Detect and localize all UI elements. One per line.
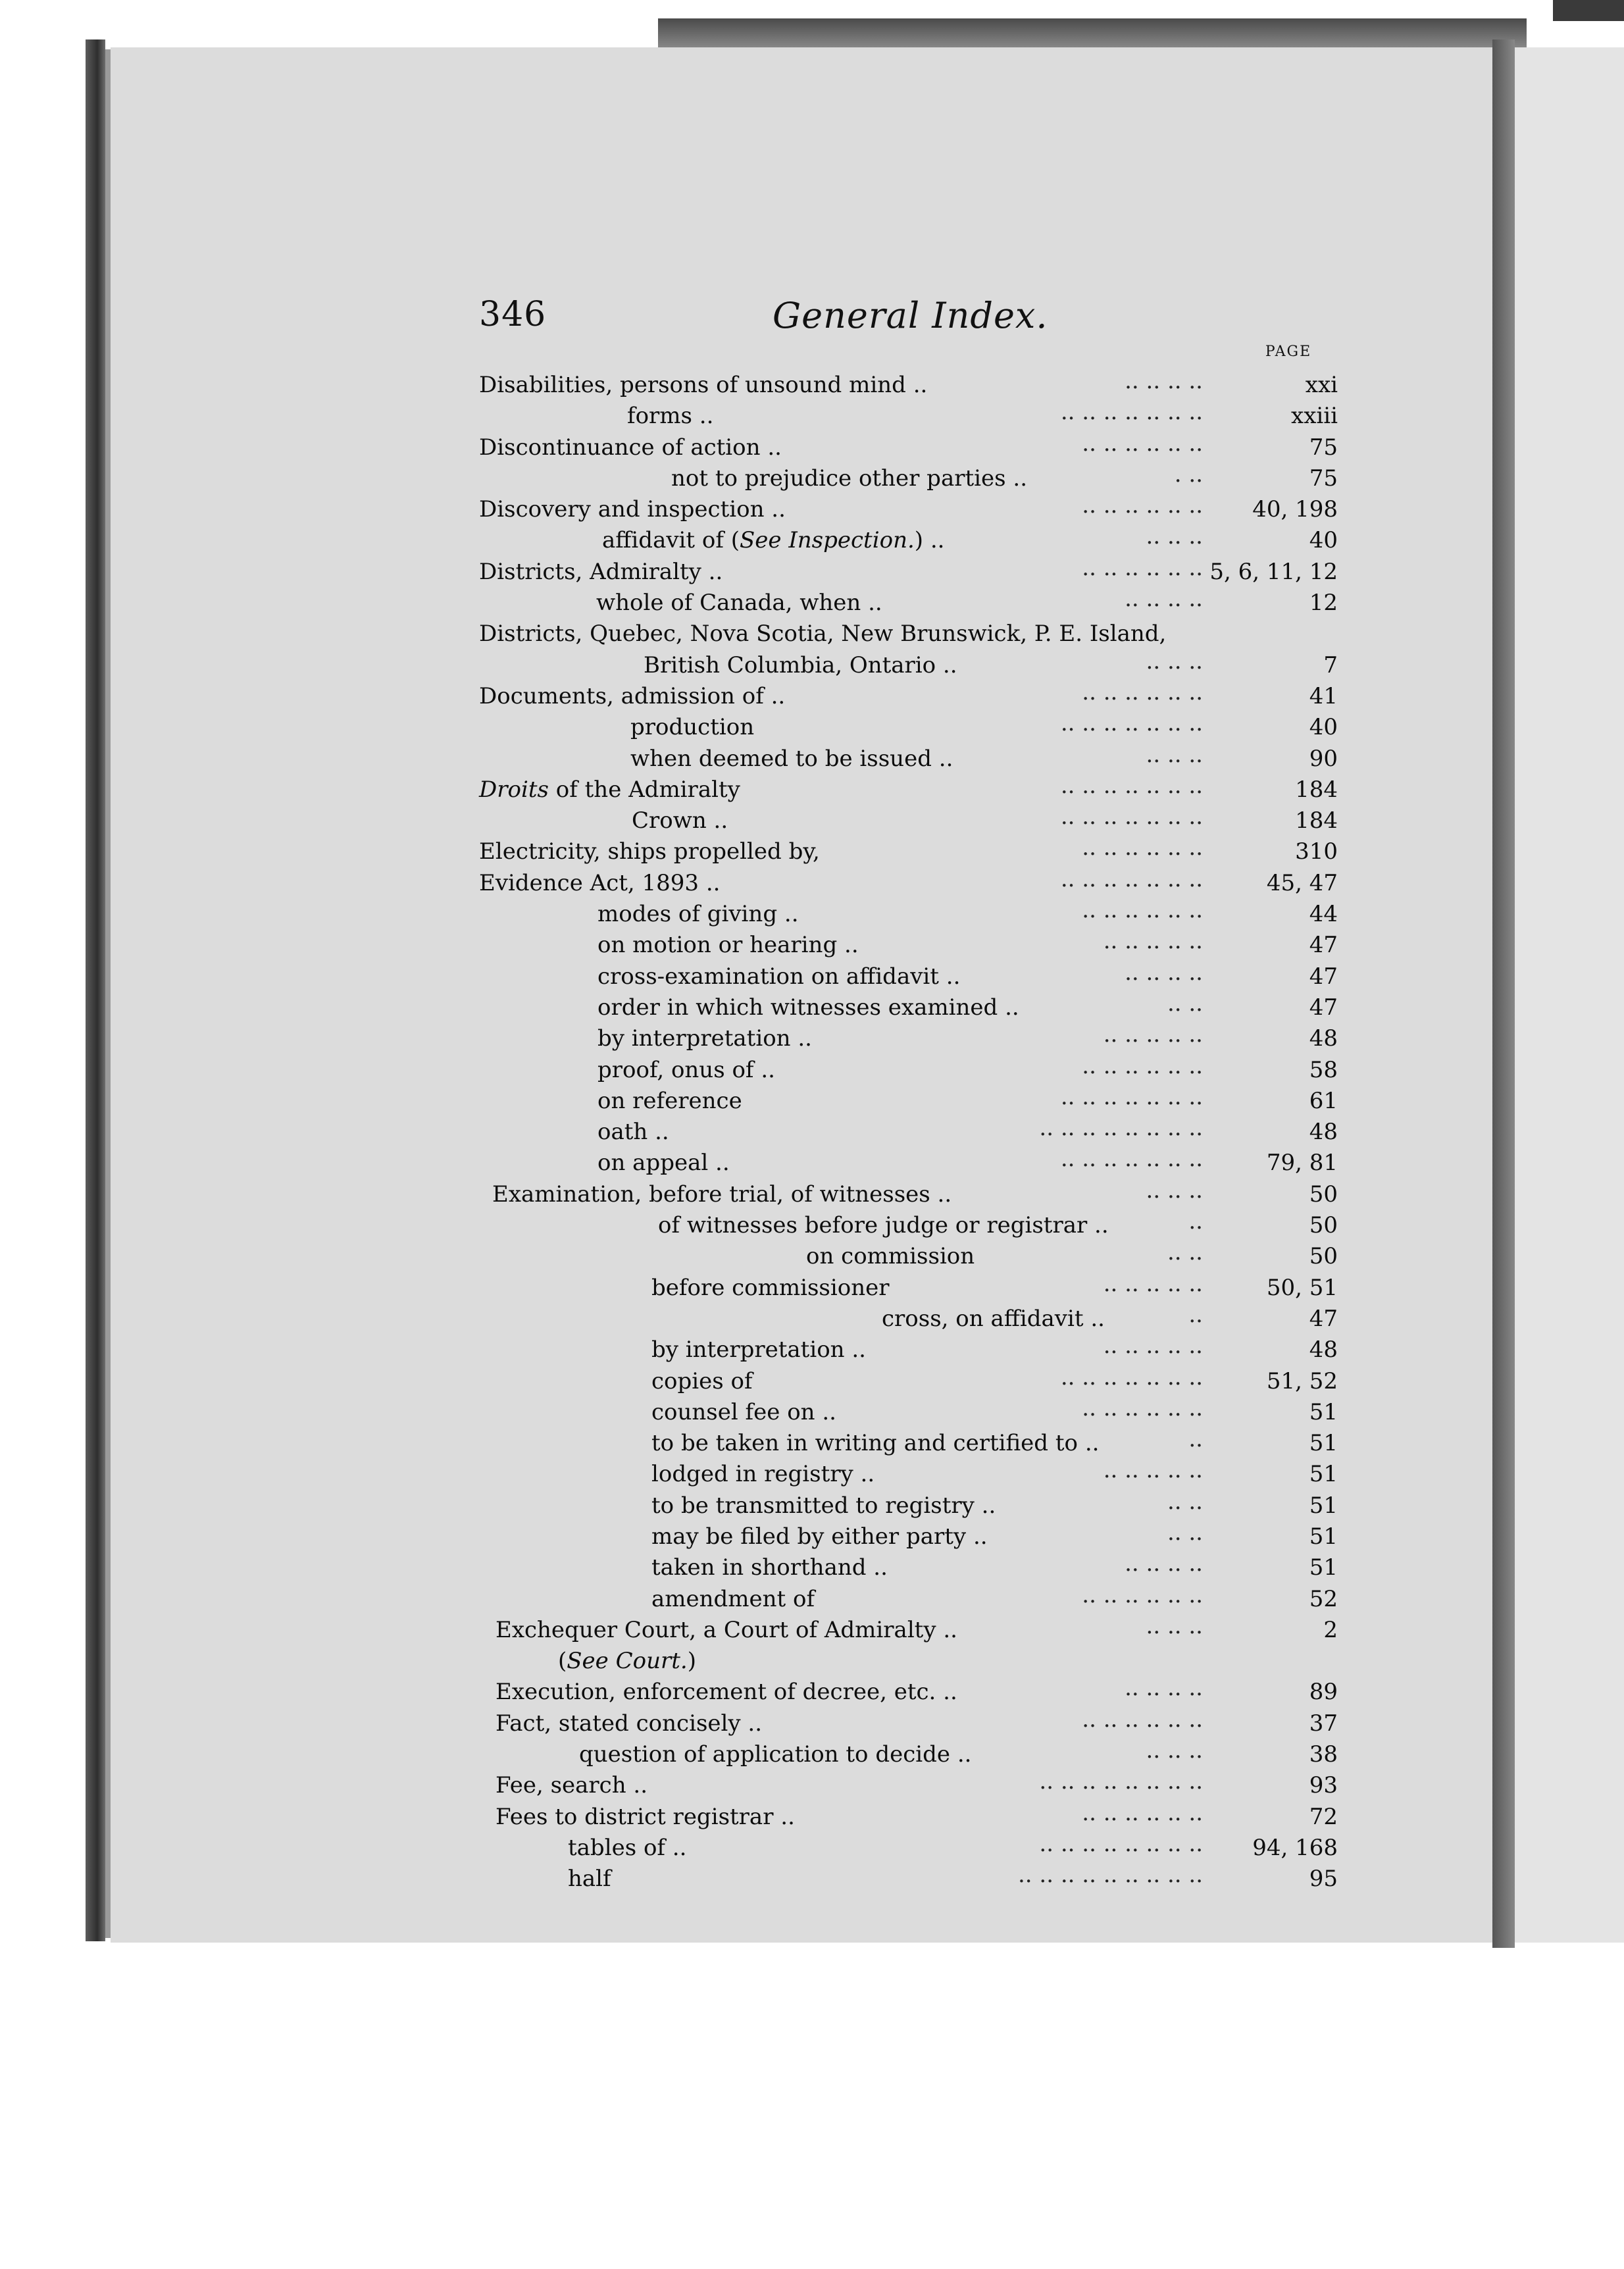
- index-entry-page: xxi: [1305, 372, 1338, 398]
- index-entry-text: Execution, enforcement of decree, etc. ..: [495, 1679, 957, 1706]
- top-edge-shadow: [658, 18, 1527, 50]
- index-entry-text: copies of: [651, 1367, 753, 1394]
- index-entry-text: Droits of the Admiralty: [479, 776, 740, 803]
- index-entry-page: 310: [1295, 838, 1338, 865]
- index-entry: [479, 1426, 1338, 1459]
- dot-leaders: .. ..: [1167, 990, 1203, 1017]
- index-entry-text: before commissioner: [651, 1274, 890, 1301]
- index-entry-text: British Columbia, Ontario ..: [644, 651, 957, 678]
- index-entry-page: 51: [1309, 1430, 1338, 1457]
- dot-leaders: .. .. .. .. ..: [1103, 1021, 1203, 1048]
- index-entry-text: Exchequer Court, a Court of Admiralty ..: [495, 1616, 957, 1643]
- index-entry-text: on motion or hearing ..: [597, 932, 859, 959]
- index-entry-text: production: [630, 714, 755, 741]
- index-entry-page: 79, 81: [1266, 1150, 1338, 1177]
- dot-leaders: .. .. .. .. .. .. .. ..: [1039, 1830, 1203, 1857]
- index-entry: [479, 741, 1338, 775]
- index-entry-page: 5, 6, 11, 12: [1209, 558, 1338, 585]
- index-entry-text: on reference: [597, 1087, 742, 1114]
- index-entry: [479, 1052, 1338, 1086]
- index-entry-page: 41: [1309, 682, 1338, 709]
- index-entry-page: 47: [1309, 994, 1338, 1021]
- dot-leaders: .. .. .. ..: [1125, 1550, 1203, 1577]
- dot-leaders: .. .. .. ..: [1125, 586, 1203, 613]
- dot-leaders: .. .. ..: [1146, 523, 1203, 550]
- index-entry-text: Evidence Act, 1893 ..: [479, 869, 721, 896]
- index-entry: [479, 990, 1338, 1023]
- index-entry-text: question of application to decide ..: [579, 1741, 972, 1768]
- index-entry-text: amendment of: [651, 1585, 815, 1612]
- dot-leaders: .. .. .. .. .. ..: [1082, 1706, 1203, 1733]
- index-entry: [479, 1488, 1338, 1521]
- index-entry-text: modes of giving ..: [597, 901, 799, 928]
- index-entry-page: 38: [1309, 1741, 1338, 1768]
- index-entry-page: 72: [1309, 1803, 1338, 1830]
- dot-leaders: .. .. .. .. .. .. ..: [1060, 865, 1203, 892]
- dot-leaders: .. .. .. .. .. ..: [1082, 1052, 1203, 1079]
- index-entry: [479, 1146, 1338, 1179]
- index-entry-text: Discontinuance of action ..: [479, 434, 782, 461]
- dot-leaders: .. .. .. .. .. .. ..: [1060, 772, 1203, 799]
- index-entries: [479, 368, 1338, 1895]
- dot-leaders: .. .. ..: [1146, 648, 1203, 675]
- index-entry: [479, 1675, 1338, 1708]
- dot-leaders: .. .. .. ..: [1125, 959, 1203, 986]
- index-entry-page: 51: [1309, 1523, 1338, 1550]
- index-entry-page: 90: [1309, 745, 1338, 772]
- index-entry: [479, 803, 1338, 836]
- dot-leaders: .. .. .. .. .. ..: [1082, 430, 1203, 457]
- index-entry-text: by interpretation ..: [597, 1025, 812, 1052]
- index-entry-text: when deemed to be issued ..: [630, 745, 953, 772]
- gutter-shadow: [1492, 39, 1515, 1948]
- dot-leaders: ..: [1188, 1301, 1203, 1328]
- index-entry-page: 75: [1309, 465, 1338, 492]
- dot-leaders: .. .. .. ..: [1125, 1675, 1203, 1702]
- index-entry: [479, 1239, 1338, 1272]
- index-entry: [479, 772, 1338, 805]
- index-entry-text: tables of ..: [568, 1834, 687, 1861]
- dot-leaders: .. .. .. .. .. .. ..: [1060, 399, 1203, 426]
- index-entry-page: 51: [1309, 1461, 1338, 1488]
- dot-leaders: .. .. .. .. ..: [1103, 928, 1203, 955]
- index-entry-text: Fact, stated concisely ..: [495, 1710, 763, 1737]
- index-entry-text: half: [568, 1866, 611, 1893]
- index-entry-page: 47: [1309, 1305, 1338, 1332]
- index-entry: [479, 1646, 1334, 1677]
- index-entry: [479, 1830, 1338, 1864]
- index-entry: [479, 897, 1338, 930]
- dot-leaders: .. .. .. .. .. .. ..: [1060, 1364, 1203, 1390]
- index-entry: [479, 959, 1338, 992]
- dot-leaders: ..: [1188, 1426, 1203, 1453]
- index-entry-page: xxiii: [1291, 403, 1338, 430]
- running-title: General Index.: [773, 295, 1048, 336]
- index-entry: [479, 1768, 1338, 1801]
- index-entry-page: 40, 198: [1252, 496, 1338, 523]
- dot-leaders: .. .. .. .. .. ..: [1082, 1394, 1203, 1421]
- index-entry: [479, 648, 1338, 681]
- index-entry-page: 52: [1309, 1585, 1338, 1612]
- index-entry: [479, 1364, 1338, 1397]
- index-entry: [479, 928, 1338, 961]
- index-entry-text: cross, on affidavit ..: [882, 1305, 1105, 1332]
- index-entry: [479, 1612, 1338, 1646]
- index-entry: [479, 554, 1338, 588]
- dot-leaders: ..: [1188, 1208, 1203, 1235]
- dot-leaders: .. .. ..: [1146, 1177, 1203, 1204]
- index-entry-text: to be transmitted to registry ..: [651, 1492, 996, 1519]
- page-column-label: PAGE: [1265, 344, 1312, 360]
- index-entry-page: 37: [1309, 1710, 1338, 1737]
- index-entry-text: (See Court.): [558, 1648, 696, 1675]
- index-entry-text: whole of Canada, when ..: [596, 590, 882, 617]
- index-entry-page: 12: [1309, 590, 1338, 617]
- index-entry-text: of witnesses before judge or registrar ..: [658, 1212, 1109, 1239]
- index-entry-text: Districts, Admiralty ..: [479, 558, 723, 585]
- index-entry: [479, 865, 1338, 899]
- index-entry-page: 51, 52: [1266, 1367, 1338, 1394]
- index-entry-page: 50: [1309, 1212, 1338, 1239]
- index-entry: [479, 492, 1338, 525]
- dot-leaders: .. .. ..: [1146, 1737, 1203, 1764]
- index-entry-page: 93: [1309, 1772, 1338, 1799]
- index-entry-text: by interpretation ..: [651, 1337, 866, 1364]
- index-entry-text: oath ..: [597, 1119, 669, 1146]
- index-entry: [479, 399, 1338, 432]
- index-entry: [479, 1581, 1338, 1615]
- facing-page-top: [1553, 0, 1624, 21]
- index-entry-page: 7: [1323, 651, 1338, 678]
- index-entry-page: 50: [1309, 1181, 1338, 1208]
- dot-leaders: .. .. .. .. .. .. .. ..: [1039, 1115, 1203, 1142]
- index-entry-page: 50: [1309, 1243, 1338, 1270]
- dot-leaders: .. ..: [1167, 1239, 1203, 1266]
- index-entry-page: 184: [1295, 776, 1338, 803]
- index-entry-text: order in which witnesses examined ..: [597, 994, 1019, 1021]
- index-entry-text: Electricity, ships propelled by,: [479, 838, 820, 865]
- index-entry-page: 51: [1309, 1492, 1338, 1519]
- index-entry: [479, 1333, 1338, 1365]
- dot-leaders: .. .. .. .. ..: [1103, 1270, 1203, 1297]
- book-binding: [86, 39, 105, 1941]
- index-entry: [479, 1706, 1338, 1739]
- page-header: [479, 295, 1341, 347]
- index-entry-text: affidavit of (See Inspection.) ..: [602, 527, 945, 554]
- dot-leaders: .. .. .. ..: [1125, 368, 1203, 394]
- dot-leaders: .. .. .. .. .. ..: [1082, 492, 1203, 519]
- dot-leaders: .. .. .. .. .. ..: [1082, 897, 1203, 924]
- index-entry: [479, 678, 1338, 712]
- page-number: 346: [479, 295, 547, 334]
- dot-leaders: .. .. .. .. ..: [1103, 1457, 1203, 1484]
- index-entry-page: 47: [1309, 932, 1338, 959]
- dot-leaders: .. .. .. .. .. .. ..: [1060, 803, 1203, 830]
- index-entry-text: forms ..: [627, 403, 714, 430]
- index-entry: [479, 1083, 1338, 1117]
- index-entry: [479, 1394, 1338, 1428]
- index-entry: [479, 1021, 1338, 1054]
- index-entry-page: 61: [1309, 1087, 1338, 1114]
- index-entry-page: 184: [1295, 807, 1338, 834]
- dot-leaders: .. .. .. .. .. ..: [1082, 554, 1203, 581]
- index-entry-text: taken in shorthand ..: [651, 1554, 888, 1581]
- index-entry-page: 48: [1309, 1119, 1338, 1146]
- index-entry: [479, 1177, 1338, 1210]
- index-entry-page: 75: [1309, 434, 1338, 461]
- index-entry-page: 51: [1309, 1398, 1338, 1425]
- index-entry-page: 94, 168: [1252, 1834, 1338, 1861]
- index-entry: [479, 619, 1334, 650]
- index-entry-page: 40: [1309, 527, 1338, 554]
- index-entry-text: on appeal ..: [597, 1150, 730, 1177]
- index-entry-page: 44: [1309, 901, 1338, 928]
- dot-leaders: .. .. ..: [1146, 1612, 1203, 1639]
- index-entry-page: 58: [1309, 1056, 1338, 1083]
- index-entry: [479, 1208, 1338, 1241]
- index-entry: [479, 834, 1338, 867]
- index-entry-text: Examination, before trial, of witnesses ..: [492, 1181, 952, 1208]
- dot-leaders: .. .. .. .. .. ..: [1082, 678, 1203, 705]
- index-entry: [479, 1270, 1338, 1304]
- index-entry: [479, 523, 1338, 556]
- dot-leaders: .. .. .. .. .. .. ..: [1060, 710, 1203, 737]
- dot-leaders: .. .. .. .. .. .. ..: [1060, 1083, 1203, 1110]
- index-entry: [479, 1457, 1338, 1490]
- dot-leaders: .. .. .. .. .. .. .. .. ..: [1018, 1862, 1203, 1889]
- index-entry: [479, 368, 1338, 401]
- index-entry-text: proof, onus of ..: [597, 1056, 775, 1083]
- index-entry-text: Districts, Quebec, Nova Scotia, New Brunswick, P. E. Island,: [479, 621, 1167, 648]
- dot-leaders: .. .. .. .. .. .. .. ..: [1039, 1768, 1203, 1795]
- index-entry-page: 51: [1309, 1554, 1338, 1581]
- index-entry-text: counsel fee on ..: [651, 1398, 836, 1425]
- dot-leaders: .. ..: [1167, 1488, 1203, 1515]
- facing-page-edge: [1515, 47, 1624, 1943]
- dot-leaders: . ..: [1174, 461, 1203, 488]
- dot-leaders: .. .. .. .. .. ..: [1082, 834, 1203, 861]
- italic-term: See Inspection.: [740, 527, 915, 554]
- index-entry: [479, 1799, 1338, 1833]
- index-entry-page: 2: [1323, 1616, 1338, 1643]
- index-entry-page: 40: [1309, 714, 1338, 741]
- index-entry-page: 50, 51: [1266, 1274, 1338, 1301]
- index-entry: [479, 1550, 1338, 1583]
- index-entry-text: on commission: [806, 1243, 975, 1270]
- index-entry-page: 47: [1309, 963, 1338, 990]
- dot-leaders: .. ..: [1167, 1519, 1203, 1546]
- index-entry-page: 89: [1309, 1679, 1338, 1706]
- index-entry: [479, 430, 1338, 463]
- index-entry-text: Crown ..: [632, 807, 728, 834]
- index-entry: [479, 1519, 1338, 1552]
- index-entry: [479, 1737, 1338, 1770]
- index-entry-text: Disabilities, persons of unsound mind ..: [479, 372, 928, 398]
- index-entry-page: 48: [1309, 1337, 1338, 1364]
- italic-term: Droits: [479, 776, 549, 803]
- index-entry-text: to be taken in writing and certified to ..: [651, 1430, 1100, 1457]
- index-entry-text: Discovery and inspection ..: [479, 496, 786, 523]
- index-entry-text: Fees to district registrar ..: [495, 1803, 795, 1830]
- index-entry: [479, 1301, 1338, 1335]
- index-entry: [479, 1115, 1338, 1148]
- italic-term: See Court.: [567, 1648, 688, 1675]
- dot-leaders: .. .. .. .. .. ..: [1082, 1799, 1203, 1826]
- index-entry-page: 45, 47: [1266, 869, 1338, 896]
- index-entry-text: Fee, search ..: [495, 1772, 648, 1799]
- index-entry-text: may be filed by either party ..: [651, 1523, 988, 1550]
- index-entry-page: 48: [1309, 1025, 1338, 1052]
- index-entry: [479, 710, 1338, 743]
- dot-leaders: .. .. .. .. .. .. ..: [1060, 1146, 1203, 1173]
- dot-leaders: .. .. .. .. ..: [1103, 1333, 1203, 1360]
- index-entry: [479, 1862, 1338, 1895]
- index-entry-text: lodged in registry ..: [651, 1461, 875, 1488]
- index-entry: [479, 586, 1338, 619]
- dot-leaders: .. .. ..: [1146, 741, 1203, 768]
- index-entry-text: not to prejudice other parties ..: [671, 465, 1027, 492]
- index-entry-text: cross-examination on affidavit ..: [597, 963, 961, 990]
- scan-margin-left: [0, 0, 99, 2269]
- dot-leaders: .. .. .. .. .. ..: [1082, 1581, 1203, 1608]
- index-entry-page: 95: [1309, 1866, 1338, 1893]
- index-entry-text: Documents, admission of ..: [479, 682, 786, 709]
- index-entry: [479, 461, 1338, 494]
